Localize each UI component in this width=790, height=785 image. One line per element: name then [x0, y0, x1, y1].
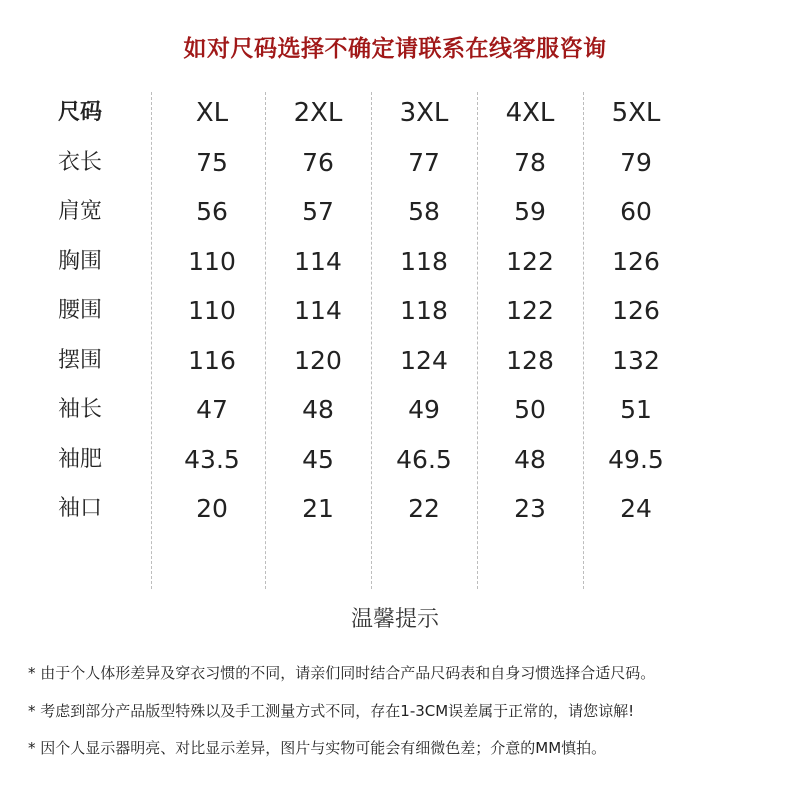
measurement-value: 56: [196, 197, 228, 226]
measurement-value: 22: [408, 494, 440, 523]
measurement-value: 20: [196, 494, 228, 523]
measurement-value: 118: [400, 296, 448, 325]
measurement-value: 79: [620, 147, 652, 177]
measurement-value: 59: [514, 197, 546, 226]
measurement-label: 摆围: [58, 347, 103, 373]
measurement-value: 75: [196, 147, 228, 177]
measurement-value: 120: [294, 345, 342, 375]
measurement-value: 58: [408, 197, 440, 226]
measurement-value: 60: [620, 197, 652, 226]
measurement-value: 126: [612, 246, 660, 276]
measurement-value: 124: [400, 345, 448, 375]
measurement-value: 114: [294, 246, 342, 276]
column-divider: [151, 92, 152, 589]
size-column-header: 3XL: [399, 98, 449, 128]
measurement-value: 23: [514, 494, 546, 523]
size-column-header: 4XL: [505, 98, 555, 128]
measurement-value: 114: [294, 296, 342, 325]
measurement-value: 24: [620, 494, 652, 523]
measurement-value: 48: [302, 395, 334, 424]
measurement-value: 47: [196, 395, 228, 424]
measurement-label: 胸围: [58, 248, 103, 274]
measurement-value: 116: [188, 345, 236, 375]
measurement-label: 袖口: [58, 496, 103, 521]
tip-note: * 因个人显示器明亮、对比显示差异，图片与实物可能会有细微色差；介意的MM慎拍。: [28, 739, 607, 757]
measurement-value: 51: [620, 395, 652, 424]
measurement-value: 49: [408, 395, 440, 424]
tips-title: 温馨提示: [350, 607, 439, 632]
measurement-value: 49.5: [608, 444, 664, 474]
measurement-value: 110: [188, 246, 236, 276]
measurement-value: 46.5: [396, 444, 452, 474]
size-column-header: 5XL: [611, 98, 661, 128]
measurement-value: 76: [302, 147, 334, 177]
measurement-value: 78: [514, 147, 546, 177]
measurement-label: 衣长: [58, 149, 103, 175]
measurement-value: 118: [400, 246, 448, 276]
tip-note: * 由于个人体形差异及穿衣习惯的不同，请亲们同时结合产品尺码表和自身习惯选择合适尺码。: [28, 664, 656, 682]
measurement-value: 132: [612, 345, 660, 375]
size-header-label: 尺码: [58, 100, 103, 125]
measurement-value: 128: [506, 345, 554, 375]
measurement-label: 肩宽: [58, 199, 103, 224]
measurement-value: 122: [506, 296, 554, 325]
size-column-header: 2XL: [293, 98, 343, 128]
size-column-header: XL: [195, 98, 229, 128]
size-advice-header: 如对尺码选择不确定请联系在线客服咨询: [183, 36, 607, 62]
measurement-value: 122: [506, 246, 554, 276]
measurement-value: 126: [612, 296, 660, 325]
measurement-value: 110: [188, 296, 236, 325]
measurement-value: 43.5: [184, 444, 240, 474]
measurement-label: 腰围: [58, 298, 103, 323]
measurement-value: 50: [514, 395, 546, 424]
measurement-value: 45: [302, 444, 334, 474]
measurement-value: 77: [408, 147, 440, 177]
measurement-label: 袖长: [58, 397, 103, 422]
measurement-value: 48: [514, 444, 546, 474]
tip-note: * 考虑到部分产品版型特殊以及手工测量方式不同，存在1-3CM误差属于正常的，请您谅解!: [28, 702, 635, 720]
measurement-label: 袖肥: [58, 446, 103, 472]
measurement-value: 57: [302, 197, 334, 226]
measurement-value: 21: [302, 494, 334, 523]
